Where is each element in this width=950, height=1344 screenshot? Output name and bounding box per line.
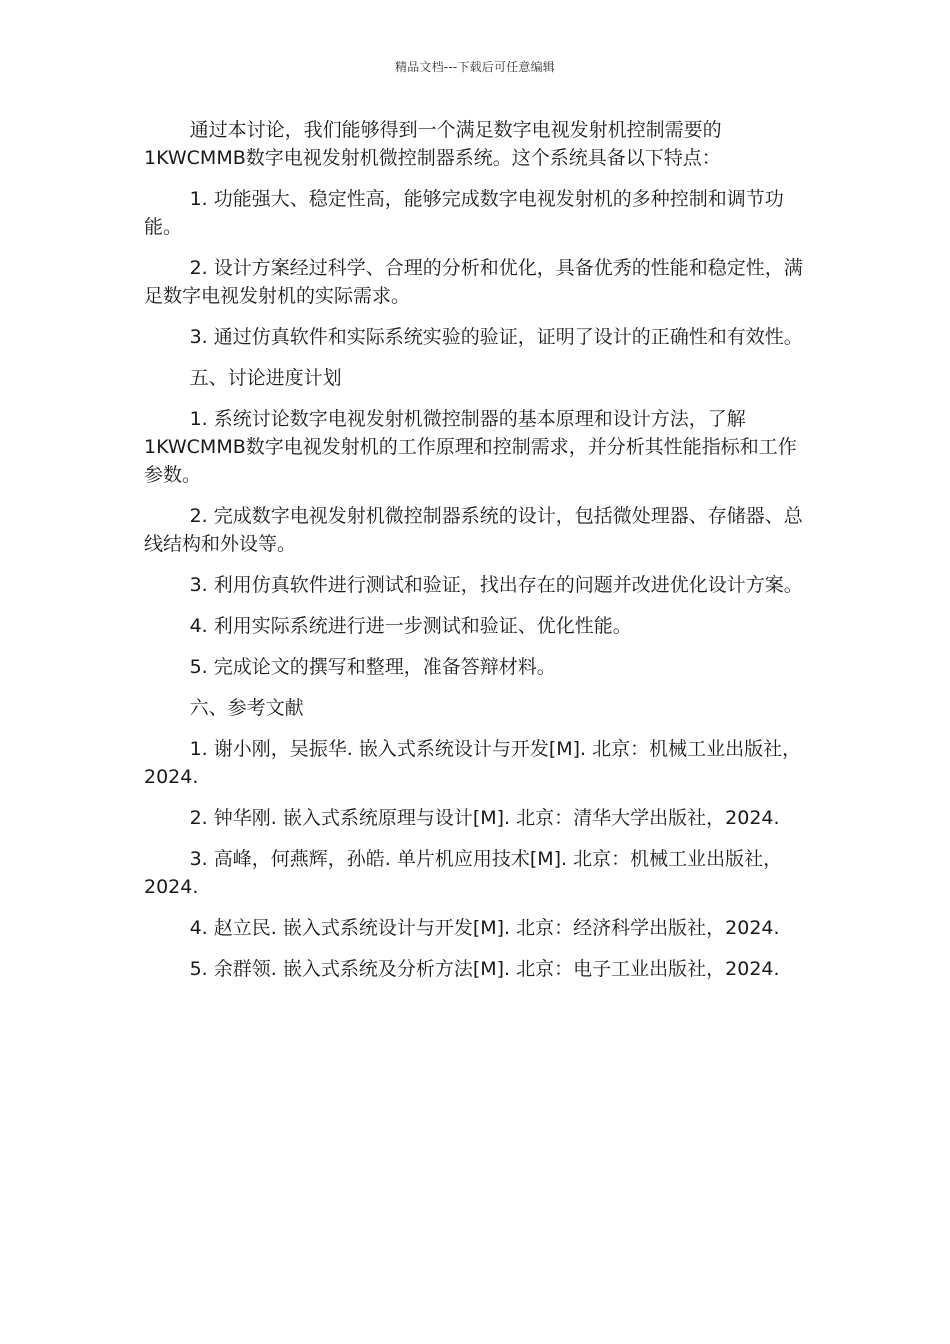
section-heading-references: 六、参考文献 [189,697,304,719]
schedule-item: 1. 系统讨论数字电视发射机微控制器的基本原理和设计方法，了解1KWCMMB数字电视发射机的工作原理和控制需求，并分析其性能指标和工作参数。 [144,408,797,486]
document-body [144,116,804,996]
schedule-item: 2. 完成数字电视发射机微控制器系统的设计，包括微处理器、存储器、总线结构和外设等。 [144,505,803,555]
feature-item: 2. 设计方案经过科学、合理的分析和优化，具备优秀的性能和稳定性，满足数字电视发射机的实际需求。 [144,257,803,307]
section-heading-schedule: 五、讨论进度计划 [189,367,342,389]
reference-item: 3. 高峰，何燕辉，孙皓. 单片机应用技术[M]. 北京：机械工业出版社，2024. [144,848,783,898]
reference-item: 1. 谢小刚，吴振华. 嵌入式系统设计与开发[M]. 北京：机械工业出版社，2024. [144,738,802,788]
summary-paragraph: 通过本讨论，我们能够得到一个满足数字电视发射机控制需要的1KWCMMB数字电视发射机微控制器系统。这个系统具备以下特点： [144,119,722,169]
schedule-item: 4. 利用实际系统进行进一步测试和验证、优化性能。 [189,615,632,637]
schedule-item: 5. 完成论文的撰写和整理，准备答辩材料。 [189,656,556,678]
reference-item: 2. 钟华刚. 嵌入式系统原理与设计[M]. 北京：清华大学出版社，2024. [189,807,780,829]
page-header: 精品文档---下载后可任意编辑 [395,60,555,74]
reference-item: 4. 赵立民. 嵌入式系统设计与开发[M]. 北京：经济科学出版社，2024. [189,917,780,939]
schedule-item: 3. 利用仿真软件进行测试和验证，找出存在的问题并改进优化设计方案。 [189,574,803,596]
reference-item: 5. 余群领. 嵌入式系统及分析方法[M]. 北京：电子工业出版社，2024. [189,958,780,980]
feature-item: 1. 功能强大、稳定性高，能够完成数字电视发射机的多种控制和调节功能。 [144,188,784,238]
feature-item: 3. 通过仿真软件和实际系统实验的验证，证明了设计的正确性和有效性。 [189,326,803,348]
